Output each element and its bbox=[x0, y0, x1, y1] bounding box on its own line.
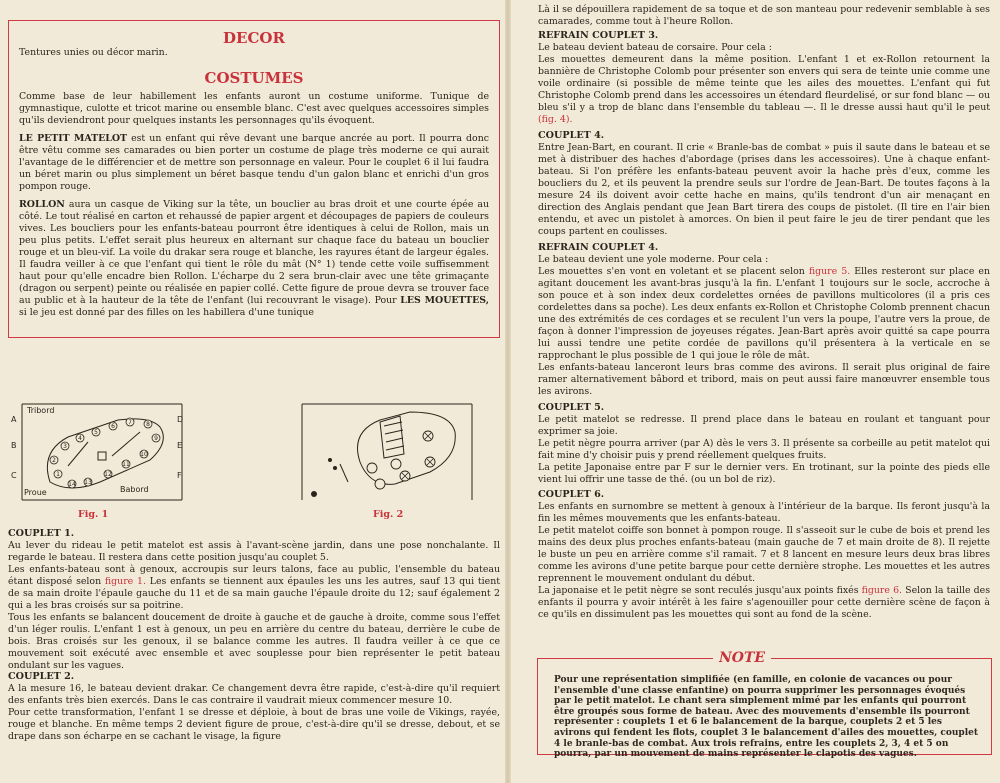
fig1-num: 11 bbox=[122, 461, 130, 468]
couplet-2-p1: A la mesure 16, le bateau devient drakar. Ce changement devra être rapide, c'est-à-dire qu'il requiert des enfants très bien exercés. Dans le cas contraire il vaudrait mieux commencer mesure 10. bbox=[8, 683, 500, 706]
fig2-figure-line bbox=[340, 464, 348, 482]
refrain-4-p1: Le bateau devient une yole moderne. Pour cela : bbox=[538, 254, 769, 265]
couplet-2-p2: Pour cette transformation, l'enfant 1 se dresse et déploie, à bout de bras une voile de Vikings, rayée, rouge et blanche. En même temps 2 devient figure de proue, c'est-à-dire qu'il se dresse, debout, et se drape dans son écharpe en se cachant le visage, la figure bbox=[8, 707, 500, 742]
fig1-oar-1 bbox=[68, 442, 88, 466]
fig1-num: 4 bbox=[78, 435, 82, 442]
couplet-6-p1: Les enfants en surnombre se mettent à genoux à l'intérieur de la barque. Ils feront jusqu'à la fin les mêmes mouvements que les enfants-bateau. bbox=[538, 501, 990, 524]
note-box bbox=[537, 650, 992, 760]
fig2-sail-stripe bbox=[386, 446, 404, 450]
couplet-6-p3a: La japonaise et le petit nègre se sont reculés jusqu'aux points fixés bbox=[538, 585, 859, 596]
figure-2-diagram bbox=[300, 402, 475, 504]
couplet-5-p2: Le petit nègre pourra arriver (par A) dès le vers 3. Il présente sa corbeille au petit matelot qui fait mine d'y choisir puis y prend réellement quelques fruits. bbox=[538, 438, 990, 461]
fig1-label-f: F bbox=[177, 471, 182, 480]
decor-costumes-box bbox=[8, 20, 500, 338]
couplet-6-p3 bbox=[538, 585, 990, 621]
couplet-1-p1: Au lever du rideau le petit matelot est assis à l'avant-scène jardin, dans une pose nonchalante. Il regarde le bateau. Il restera dans cette position jusqu'au couplet 5. bbox=[8, 540, 500, 563]
figure-2-caption: Fig. 2 bbox=[373, 509, 404, 520]
matelot-paragraph bbox=[19, 133, 489, 193]
fig1-oar-2 bbox=[112, 432, 140, 456]
fig1-num: 1 bbox=[56, 471, 60, 478]
mouettes-text: si le jeu est donné par des filles on les habillera d'une tunique bbox=[19, 307, 314, 318]
refrain-4-title: REFRAIN COUPLET 4. bbox=[538, 242, 659, 253]
fig1-label-c: C bbox=[11, 471, 17, 480]
mouettes-pre: Pour bbox=[374, 295, 397, 306]
fig2-circle bbox=[367, 463, 377, 473]
refrain-3-figure-ref: (fig. 4). bbox=[538, 114, 573, 125]
couplet-1-title: COUPLET 1. bbox=[8, 528, 75, 539]
fig1-label-tribord: Tribord bbox=[27, 406, 55, 415]
refrain-3-p2 bbox=[538, 54, 990, 126]
fig1-num: 6 bbox=[111, 423, 115, 430]
rollon-label: ROLLON bbox=[19, 199, 65, 210]
fig1-label-b: B bbox=[11, 441, 17, 450]
fig2-figurine bbox=[311, 491, 317, 497]
refrain-3-p1: Le bateau devient bateau de corsaire. Pour cela : bbox=[538, 42, 772, 53]
figure-1-diagram bbox=[10, 402, 188, 504]
fig1-num: 7 bbox=[128, 419, 132, 426]
refrain-4-p2 bbox=[538, 266, 990, 362]
fig1-num: 14 bbox=[68, 481, 76, 488]
couplet-5-title: COUPLET 5. bbox=[538, 402, 605, 413]
fig1-label-babord: Babord bbox=[120, 485, 149, 494]
fig2-circle bbox=[391, 459, 401, 469]
couplet-6-figure-ref: figure 6. bbox=[861, 585, 903, 596]
couplet-6-p3b: Selon la taille des enfants il pourra y avoir intérêt à les faire s'agenouiller pour cette dernière scène de façon à ce qu'ils en dissimulent pas les mouettes qui sont au fond de la scène. bbox=[538, 585, 991, 620]
fig1-num: 13 bbox=[84, 479, 92, 486]
couplet-1-p2b: Les enfants se tiennent aux épaules les uns les autres, sauf 13 qui tient de sa main droite l'épaule gauche du 11 et de sa main gauche l'épaule droite du 12; sauf également 2 qui a les bras croisés sur sa poitrine. bbox=[8, 576, 501, 611]
couplet-6-p2: Le petit matelot coiffe son bonnet à pompon rouge. Il s'asseoit sur le cube de bois et prend les mains des deux plus proches enfants-bateau (main gauche de 7 et main droite de 8). Il rejette le buste un peu en arrière comme s'il ramait. 7 et 8 lancent en mesure leurs deux bras libres comme les avirons d'une petite barque pour cette dernière strophe. Les mouettes et les autres reprennent le mouvement ondulant du début. bbox=[538, 525, 990, 584]
couplet-1-section bbox=[8, 527, 500, 672]
couplet-5-p1: Le petit matelot se redresse. Il prend place dans le bateau en roulant et tanguant pour exprimer sa joie. bbox=[538, 414, 990, 437]
fig1-num: 2 bbox=[52, 457, 56, 464]
refrain-4-p2b: Elles resteront sur place en agitant doucement les avant-bras jusqu'à la fin. L'enfant 1 toujours sur le socle, accroche à son pouce et à son index deux cordelettes ornées de pavillons multicolores (il a pris ces cordelettes dans sa poche). Les deux enfants ex-Rollon et Christophe Colomb prennent chacun une des extrémités de ces cordages et se reculent l'un vers la poupe, l'autre vers la proue, de façon à donner l'impression de joyeuses régates. Jean-Bart après avoir quitté sa cape pourra lui aussi tendre une petite cordée de pavillons qu'il présentera à la verticale en se rapprochant le plus possible de 1 qui joue le rôle de mât. bbox=[538, 266, 990, 361]
couplet-1-p2a: Les enfants-bateau sont à genoux, accroupis sur leurs talons, face au public, l'ensemble du bateau étant disposé selon bbox=[8, 564, 500, 587]
fig2-sail-stripe bbox=[386, 438, 403, 442]
fig2-figurine bbox=[333, 466, 337, 470]
refrain-4-figure-ref: figure 5. bbox=[808, 266, 851, 277]
note-title: NOTE bbox=[713, 650, 771, 666]
mouettes-label: LES MOUETTES, bbox=[400, 295, 489, 306]
couplet-4-p1: Entre Jean-Bart, en courant. Il crie « Branle-bas de combat » puis il saute dans le bateau et se met à distribuer des haches d'abordage (prises dans les accessoires). Une à chaque enfant-bateau. Si l'on préfère les enfants-bateau peuvent avoir la hache près d'eux, comme les boucliers du 2, et ils peuvent la prendre seuls sur l'ordre de Jean-Bart. De toutes façons à la mesure 24 ils doivent avoir cette hache en mains, qu'ils tendront d'un air menaçant en direction des Anglais pendant que Jean Bart tirera des coups de pistolet. (Il tire en l'air bien entendu, et avec un pistolet à amorces. On bien il peut faire le jeu de tirer pendant que les coups partent en coulisses. bbox=[538, 142, 990, 237]
couplet-6-title: COUPLET 6. bbox=[538, 489, 605, 500]
couplet-1-p3: Tous les enfants se balancent doucement de droite à gauche et de gauche à droite, comme sous l'effet d'un léger roulis. L'enfant 1 est à genoux, un peu en arrière du centre du bateau, derrière le cube de bois. Bras croisés sur les genoux, il se balance comme les autres. Il faudra veiller à ce que ce mouvement soit exécuté avec ensemble et avec souplesse pour bien représenter le petit bateau ondulant sur les vagues. bbox=[8, 612, 500, 671]
page-fold bbox=[505, 0, 511, 783]
fig1-cube bbox=[98, 452, 106, 460]
couplet-4-title: COUPLET 4. bbox=[538, 130, 605, 141]
figure-1-caption: Fig. 1 bbox=[78, 509, 109, 520]
decor-text: Tentures unies ou décor marin. bbox=[19, 47, 168, 58]
couplet-5-p3: La petite Japonaise entre par F sur le dernier vers. En trotinant, sur la pointe des pieds elle vient lui offrir une tasse de thé. (ou un bol de riz). bbox=[538, 462, 990, 485]
right-intro: Là il se dépouillera rapidement de sa toque et de son manteau pour redevenir semblable à ses camarades, comme tout à l'heure Rollon. bbox=[538, 4, 990, 27]
refrain-4-p3: Les enfants-bateau lanceront leurs bras comme des avirons. Il serait plus original de faire ramer alternativement bâbord et tribord, mais on peut aussi faire manœuvrer ensemble tous les avirons. bbox=[538, 362, 990, 397]
fig1-num: 12 bbox=[104, 471, 112, 478]
right-column bbox=[538, 4, 990, 621]
decor-title: DECOR bbox=[223, 29, 285, 47]
fig2-sail-stripe bbox=[384, 422, 402, 426]
note-text: Pour une représentation simplifiée (en famille, en colonie de vacances ou pour l'ensemble d'une classe enfantine) on pourra supprimer les personnages évoqués par le petit matelot. Le chant sera simplement mimé par les enfants qui pourront être groupés sous forme de bateau. Avec des mouvements d'ensemble ils pourront représenter : couplets 1 et 6 le balancement de la barque, couplets 2 et 5 les avirons qui fendent les flots, couplet 3 le balancement d'ailes des mouettes, couplet 4 le branle-bas de combat. Aux trois refrains, entre les couplets 2, 3, 4 et 5 on pourra, par un mouvement de mains représenter le clapotis des vagues. bbox=[554, 675, 979, 760]
fig1-num: 10 bbox=[140, 451, 148, 458]
costumes-intro: Comme base de leur habillement les enfants auront un costume uniforme. Tunique de gymnastique, culotte et tricot marine ou ensemble blanc. C'est avec quelques accessoires simples qu'ils deviendront pour quelques instants les personnages qu'ils évoquent. bbox=[19, 91, 489, 126]
matelot-label: LE PETIT MATELOT bbox=[19, 133, 127, 144]
fig1-label-d: D bbox=[177, 415, 184, 424]
fig1-num: 5 bbox=[94, 429, 98, 436]
couplet-2-title: COUPLET 2. bbox=[8, 671, 75, 682]
fig1-num: 8 bbox=[146, 421, 150, 428]
fig1-label-e: E bbox=[177, 441, 183, 450]
fig2-circle bbox=[375, 479, 385, 489]
fig2-sail-stripe bbox=[385, 430, 403, 434]
fig1-num: 3 bbox=[63, 443, 67, 450]
couplet-1-p2 bbox=[8, 564, 500, 612]
rollon-text: aura un casque de Viking sur la tête, un bouclier au bras droit et une courte épée au côté. Le tout réalisé en carton et rehaussé de papier argent et découpages de papiers de couleurs vives. Les boucliers pour les enfants-bateau pourront être identiques à celui de Rollon, mais un peu plus petits. L'effet serait plus heureux en alternant sur chaque face du bateau un bouclier rouge et un bleu-vif. La voile du drakar sera rouge et blanche, les rayures étant de largeur égales. Il faudra veiller à ce que l'enfant qui tient le rôle du mât (N° 1) tende cette voile suffisemment haut pour qu'elle encadre bien Rollon. L'écharpe du 2 sera brun-clair avec une tête grimaçante (dragon ou serpent) peinte ou réalisée en papier collé. Cette figure de proue devra se trouver face au public et à la hauteur de la tête de l'enfant (lui recouvrant le visage). bbox=[19, 199, 489, 306]
fig1-label-a: A bbox=[11, 415, 17, 424]
fig1-label-proue: Proue bbox=[24, 488, 47, 497]
refrain-3-title: REFRAIN COUPLET 3. bbox=[538, 30, 659, 41]
refrain-3-p2-text: Les mouettes demeurent dans la même position. L'enfant 1 et ex-Rollon retournent la bannière de Christophe Colomb pour présenter son envers qui sera de teinte unie comme une voile ordinaire (si possible de même teinte que les ailes des mouettes. L'enfant qui fut Christophe Colomb prend dans les accessoires un étendard fleurdelisé, or sur fond blanc — ou bleu s'il y a trop de blanc dans l'ensemble du tableau —. Il le dresse aussi haut qu'il le peut bbox=[538, 54, 990, 113]
rollon-paragraph bbox=[19, 199, 489, 319]
couplet-2-section bbox=[8, 670, 500, 743]
couplet-1-figure-ref: figure 1. bbox=[104, 576, 146, 587]
fig1-num: 9 bbox=[154, 435, 158, 442]
refrain-4-p2a: Les mouettes s'en vont en voletant et se placent selon bbox=[538, 266, 805, 277]
fig2-figurine bbox=[328, 458, 332, 462]
costumes-title: COSTUMES bbox=[204, 69, 304, 87]
matelot-text: est un enfant qui rêve devant une barque ancrée au port. Il pourra donc être vêtu comme ses camarades ou bien porter un costume de plage très moderne ce qui aurait l'avantage de le différencier et de mettre son personnage en valeur. Pour le couplet 6 il lui faudra un béret marin ou plus simplement un béret basque tendu d'un galon blanc et enrichi d'un gros pompon rouge. bbox=[19, 133, 489, 192]
